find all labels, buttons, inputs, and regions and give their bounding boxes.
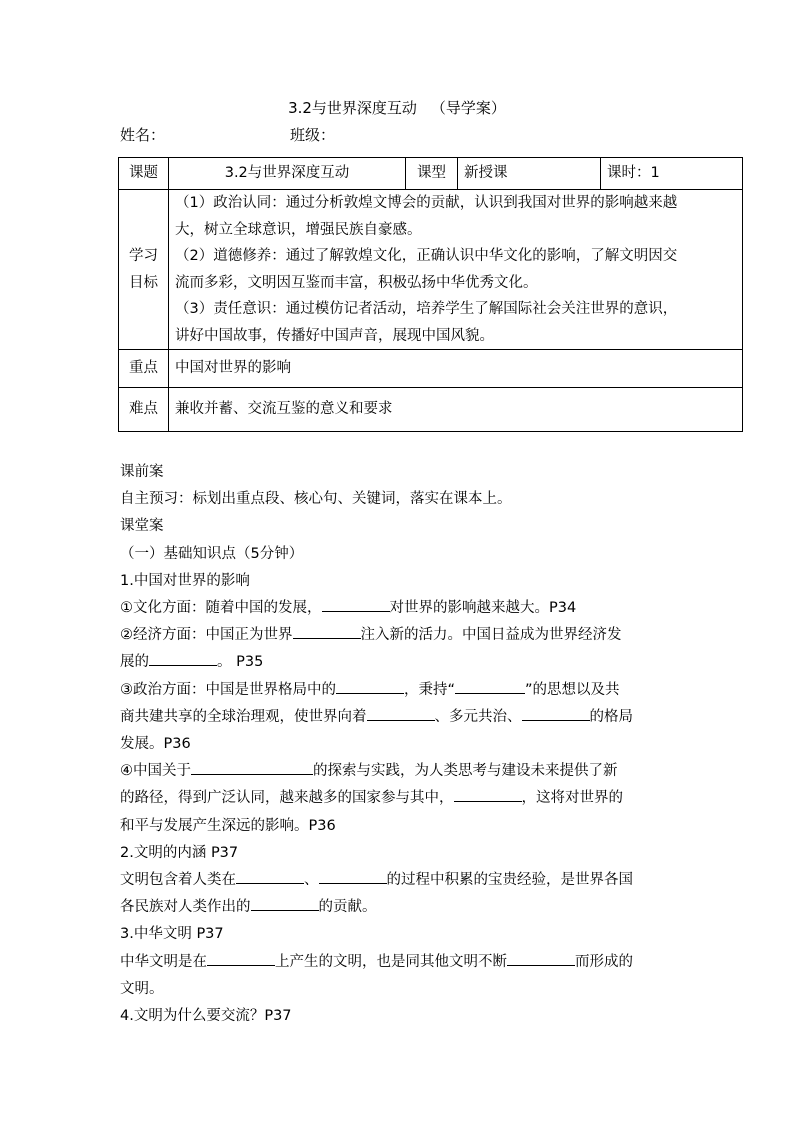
text-segment: ，秉持“: [404, 681, 456, 698]
goals-content: [169, 190, 743, 350]
q1-fourth-cont: [120, 785, 680, 812]
q1-politics-end: 发展。P36: [120, 736, 191, 753]
q1-fourth-end: 和平与发展产生深远的影响。P36: [120, 817, 336, 834]
q1-politics: [120, 677, 680, 704]
student-info: [120, 124, 336, 145]
key-point-label: 重点: [119, 350, 169, 388]
title-subtitle: （导学案）: [430, 99, 506, 117]
text-segment: 上产生的文明，也是同其他文明不断: [275, 953, 507, 970]
q3-line1: [120, 949, 680, 976]
goals-label-top: 学习: [129, 247, 158, 264]
q1-economy-cont: [120, 649, 680, 676]
goal-line: （2）道德修养：通过了解敦煌文化，正确认识中华文化的影响，了解文明因交: [175, 248, 678, 264]
text-segment: 、: [304, 872, 319, 889]
text-segment: ②经济方面：中国正为世界: [120, 627, 293, 644]
inclass-heading: 课堂案: [120, 518, 164, 535]
text-segment: 、多元共治、: [434, 708, 522, 725]
class-label: 班级：: [290, 126, 336, 144]
text-segment: ，这将对世界的: [521, 790, 623, 807]
goal-line: （3）责任意识：通过模仿记者活动，培养学生了解国际社会关注世界的意识，: [175, 301, 678, 317]
fill-blank[interactable]: [319, 867, 387, 884]
text-segment: ③政治方面：中国是世界格局中的: [120, 681, 336, 698]
q2-line1: [120, 867, 680, 894]
text-segment: 的路径，得到广泛认同，越来越多的国家参与其中，: [120, 790, 454, 807]
text-segment: ”的思想以及共: [525, 681, 620, 698]
q3-title: 3.中华文明 P37: [120, 926, 224, 943]
q2-line2: [120, 894, 680, 921]
goal-line: 流而多彩，文明因互鉴而丰富，积极弘扬中华优秀文化。: [175, 274, 538, 291]
goal-line: 讲好中国故事，传播好中国声音，展现中国风貌。: [175, 327, 494, 344]
period-value: 课时：1: [601, 158, 743, 190]
q4-title: 4.文明为什么要交流？P37: [120, 1008, 292, 1025]
text-segment: ①文化方面：随着中国的发展，: [120, 600, 322, 617]
fill-blank[interactable]: [336, 677, 404, 694]
text-segment: 的格局: [589, 708, 633, 725]
table-row-goals: [119, 190, 743, 350]
table-row-topic: [119, 158, 743, 190]
q2-title: 2.文明的内涵 P37: [120, 844, 239, 861]
difficulty-value: 兼收并蓄、交流互鉴的意义和要求: [169, 388, 743, 432]
text-segment: 对世界的影响越来越大。P34: [389, 600, 577, 617]
fill-blank[interactable]: [236, 867, 304, 884]
preview-instruction: 自主预习：标划出重点段、核心句、关键词，落实在课本上。: [120, 491, 512, 508]
q1-title: 1.中国对世界的影响: [120, 572, 250, 589]
text-segment: 。 P35: [217, 654, 264, 671]
table-row-difficulty: [119, 388, 743, 432]
title-text: 3.2与世界深度互动: [288, 99, 417, 117]
text-segment: ④中国关于: [120, 763, 191, 780]
document-title: [0, 97, 794, 118]
name-label: 姓名：: [120, 126, 166, 144]
fill-blank[interactable]: [322, 595, 390, 612]
q1-politics-cont: [120, 704, 680, 731]
fill-blank[interactable]: [507, 949, 575, 966]
goals-label-bottom: 目标: [129, 274, 158, 291]
fill-blank[interactable]: [293, 622, 361, 639]
q1-culture: [120, 595, 680, 622]
type-label: 课型: [406, 158, 458, 190]
q3-line2: 文明。: [120, 980, 164, 997]
section-basic-knowledge: （一）基础知识点（5分钟）: [120, 545, 304, 562]
fill-blank[interactable]: [454, 785, 522, 802]
key-point-value: 中国对世界的影响: [169, 350, 743, 388]
text-segment: 展的: [120, 654, 149, 671]
text-segment: 注入新的活力。中国日益成为世界经济发: [360, 627, 622, 644]
text-segment: 商共建共享的全球治理观，使世界向着: [120, 708, 367, 725]
text-segment: 文明包含着人类在: [120, 872, 236, 889]
text-segment: 中华文明是在: [120, 953, 207, 970]
worksheet-body: [120, 459, 680, 1030]
type-value: 新授课: [458, 158, 601, 190]
fill-blank[interactable]: [191, 758, 313, 775]
fill-blank[interactable]: [251, 894, 319, 911]
text-segment: 而形成的: [575, 953, 633, 970]
lesson-plan-table: [118, 157, 743, 432]
preclass-heading: 课前案: [120, 464, 164, 480]
fill-blank[interactable]: [207, 949, 275, 966]
fill-blank[interactable]: [149, 649, 217, 666]
goals-label: [119, 190, 169, 350]
goal-line: 大，树立全球意识，增强民族自豪感。: [175, 221, 422, 238]
text-segment: 各民族对人类作出的: [120, 899, 251, 916]
fill-blank[interactable]: [522, 704, 590, 721]
fill-blank[interactable]: [367, 704, 435, 721]
goal-line: （1）政治认同：通过分析敦煌文博会的贡献，认识到我国对世界的影响越来越: [175, 195, 678, 211]
difficulty-label: 难点: [119, 388, 169, 432]
topic-label: 课题: [119, 158, 169, 190]
text-segment: 的过程中积累的宝贵经验，是世界各国: [386, 872, 633, 889]
q1-economy: [120, 622, 680, 649]
q1-fourth: [120, 758, 680, 785]
fill-blank[interactable]: [455, 677, 525, 694]
table-row-key-point: [119, 350, 743, 388]
text-segment: 的贡献。: [318, 899, 377, 916]
text-segment: 的探索与实践，为人类思考与建设未来提供了新: [313, 763, 618, 780]
topic-value: 3.2与世界深度互动: [169, 158, 406, 190]
